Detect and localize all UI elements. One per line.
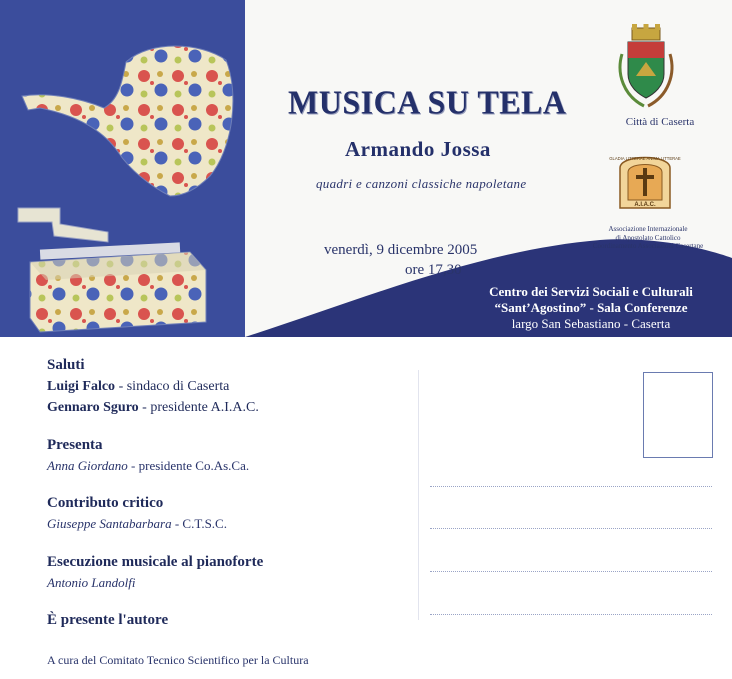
venue-line-3: largo San Sebastiano - Caserta	[511, 316, 671, 331]
assoc-line-2: di Apostolato Cattolico	[615, 233, 681, 242]
contributo-heading: Contributo critico	[47, 495, 164, 511]
saluti-line-1	[47, 379, 229, 395]
contributo-name: Giuseppe Santabarbara	[47, 516, 172, 531]
contributo-line	[47, 516, 227, 532]
coat-of-arms-icon	[614, 24, 678, 112]
venue-block	[466, 284, 716, 332]
venue-line-2: “Sant’Agostino” - Sala Conferenze	[494, 300, 688, 315]
postcard-divider	[418, 370, 419, 620]
saluti-name-2: Gennaro Sguro	[47, 400, 139, 415]
presenta-line	[47, 458, 249, 474]
saluti-heading: Saluti	[47, 357, 85, 373]
stamp-box	[643, 372, 713, 458]
presenta-role: - presidente Co.As.Ca.	[127, 458, 250, 473]
saluti-role-2: - presidente A.I.A.C.	[138, 400, 259, 415]
presenta-heading: Presenta	[47, 437, 103, 453]
address-line-1	[430, 486, 712, 487]
invitation-back	[0, 337, 732, 679]
contributo-role: - C.T.S.C.	[171, 516, 227, 531]
presenta-name: Anna Giordano	[47, 458, 128, 473]
aiac-emblem-bottom: A.I.A.C.	[634, 202, 656, 208]
venue-line-1: Centro dei Servizi Sociali e Culturali	[489, 284, 693, 299]
assoc-line-3: Coordinamento Associazioni Casertane	[592, 242, 704, 250]
city-label: Città di Caserta	[625, 116, 695, 128]
saluti-name-1: Luigi Falco	[47, 379, 116, 394]
esecuzione-name: Antonio Landolfi	[47, 575, 136, 590]
address-line-3	[430, 571, 712, 572]
event-title: MUSICA SU TELA	[288, 83, 567, 121]
association-caption	[583, 225, 713, 251]
assoc-line-1: Associazione Internazionale	[608, 225, 688, 233]
invitation-front	[0, 0, 732, 337]
saluti-role-1: - sindaco di Caserta	[115, 379, 230, 394]
esecuzione-heading: Esecuzione musicale al pianoforte	[47, 554, 264, 570]
address-line-4	[430, 614, 712, 615]
event-date: venerdì, 9 dicembre 2005	[324, 242, 478, 258]
aiac-emblem-icon	[609, 148, 681, 214]
organizer-footer: A cura del Comitato Tecnico Scientifico per la Cultura	[47, 653, 309, 667]
autore-note: È presente l'autore	[47, 612, 169, 628]
artist-name: Armando Jossa	[345, 137, 491, 161]
aiac-emblem-text: GLADIA LITTERAE ANIMA LITTERAE	[609, 156, 681, 161]
event-time: ore 17,30	[405, 262, 462, 278]
address-line-2	[430, 528, 712, 529]
saluti-line-2	[47, 400, 259, 416]
event-subtitle: quadri e canzoni classiche napoletane	[316, 176, 527, 191]
